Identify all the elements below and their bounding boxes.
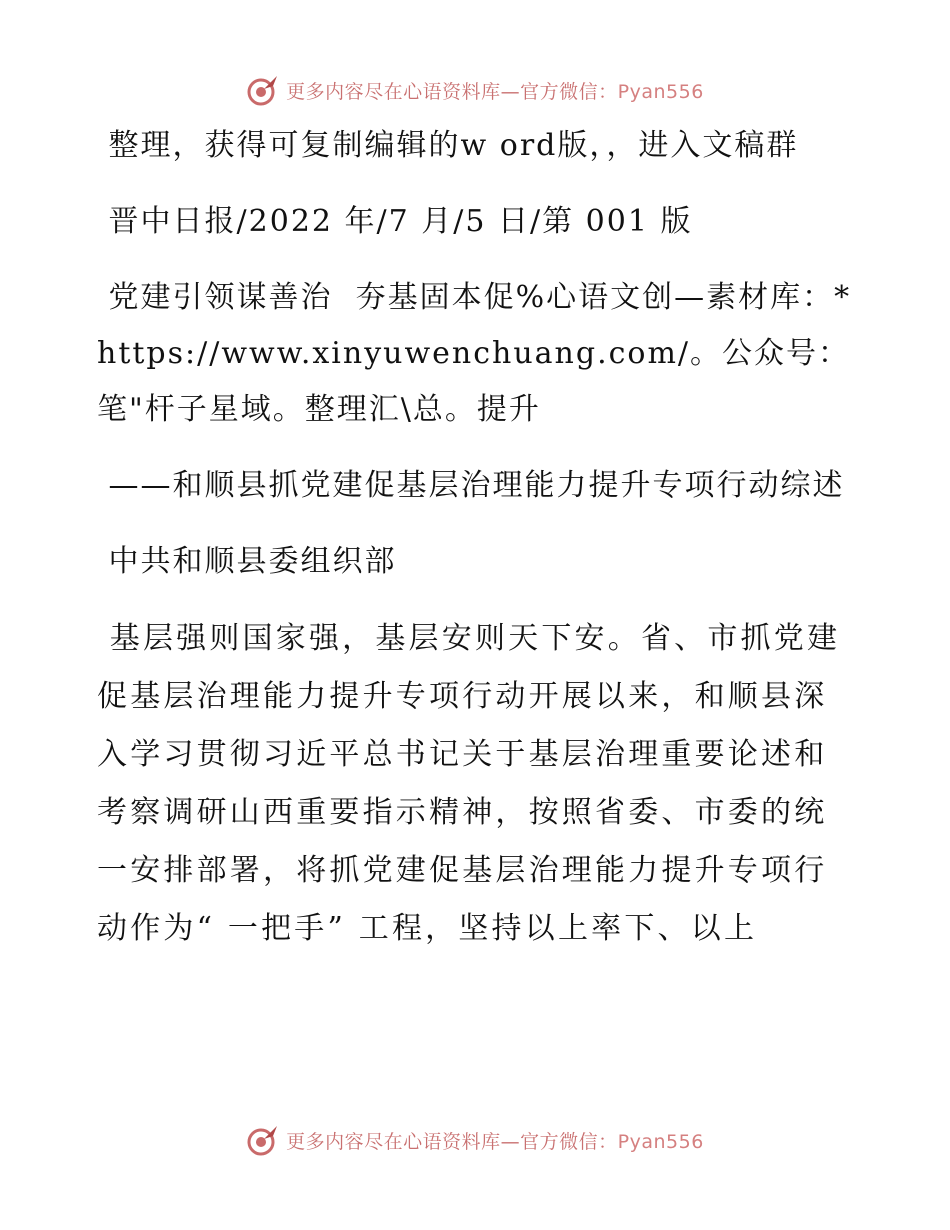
paragraph-intro: 整理，获得可复制编辑的w ord版，，进入文稿群 [97,128,799,163]
quill-logo-icon [246,73,280,107]
paragraph-author: 中共和顺县委组织部 [97,544,397,579]
watermark-text: 更多内容尽在心语资料库—官方微信：Pyan556 [286,1130,704,1153]
watermark-text: 更多内容尽在心语资料库—官方微信：Pyan556 [286,80,704,103]
document-body [97,118,857,958]
paragraph-source: 晋中日报/2022 年/7 月/5 日/第 001 版 [97,204,693,239]
header-watermark [0,70,950,110]
quill-logo-icon [246,1123,280,1157]
footer-watermark [0,1120,950,1160]
paragraph-subtitle: ——和顺县抓党建促基层治理能力提升专项行动综述 [97,468,845,503]
paragraph-body: 基层强则国家强，基层安则天下安。省、市抓党建促基层治理能力提升专项行动开展以来，和顺县深入学习贯彻习近平总书记关于基层治理重要论述和考察调研山西重要指示精神，按照省委、市委的统一安排部署，将抓党建促基层治理能力提升专项行动作为“ 一把手” 工程，坚持以上率下、以上 [97,621,841,946]
paragraph-title: 党建引领谋善治 夯基固本促%心语文创—素材库：*https://www.xinyuwenchuang.com/。公众号：笔"杆子星域。整理汇\总。提升 [97,280,852,427]
